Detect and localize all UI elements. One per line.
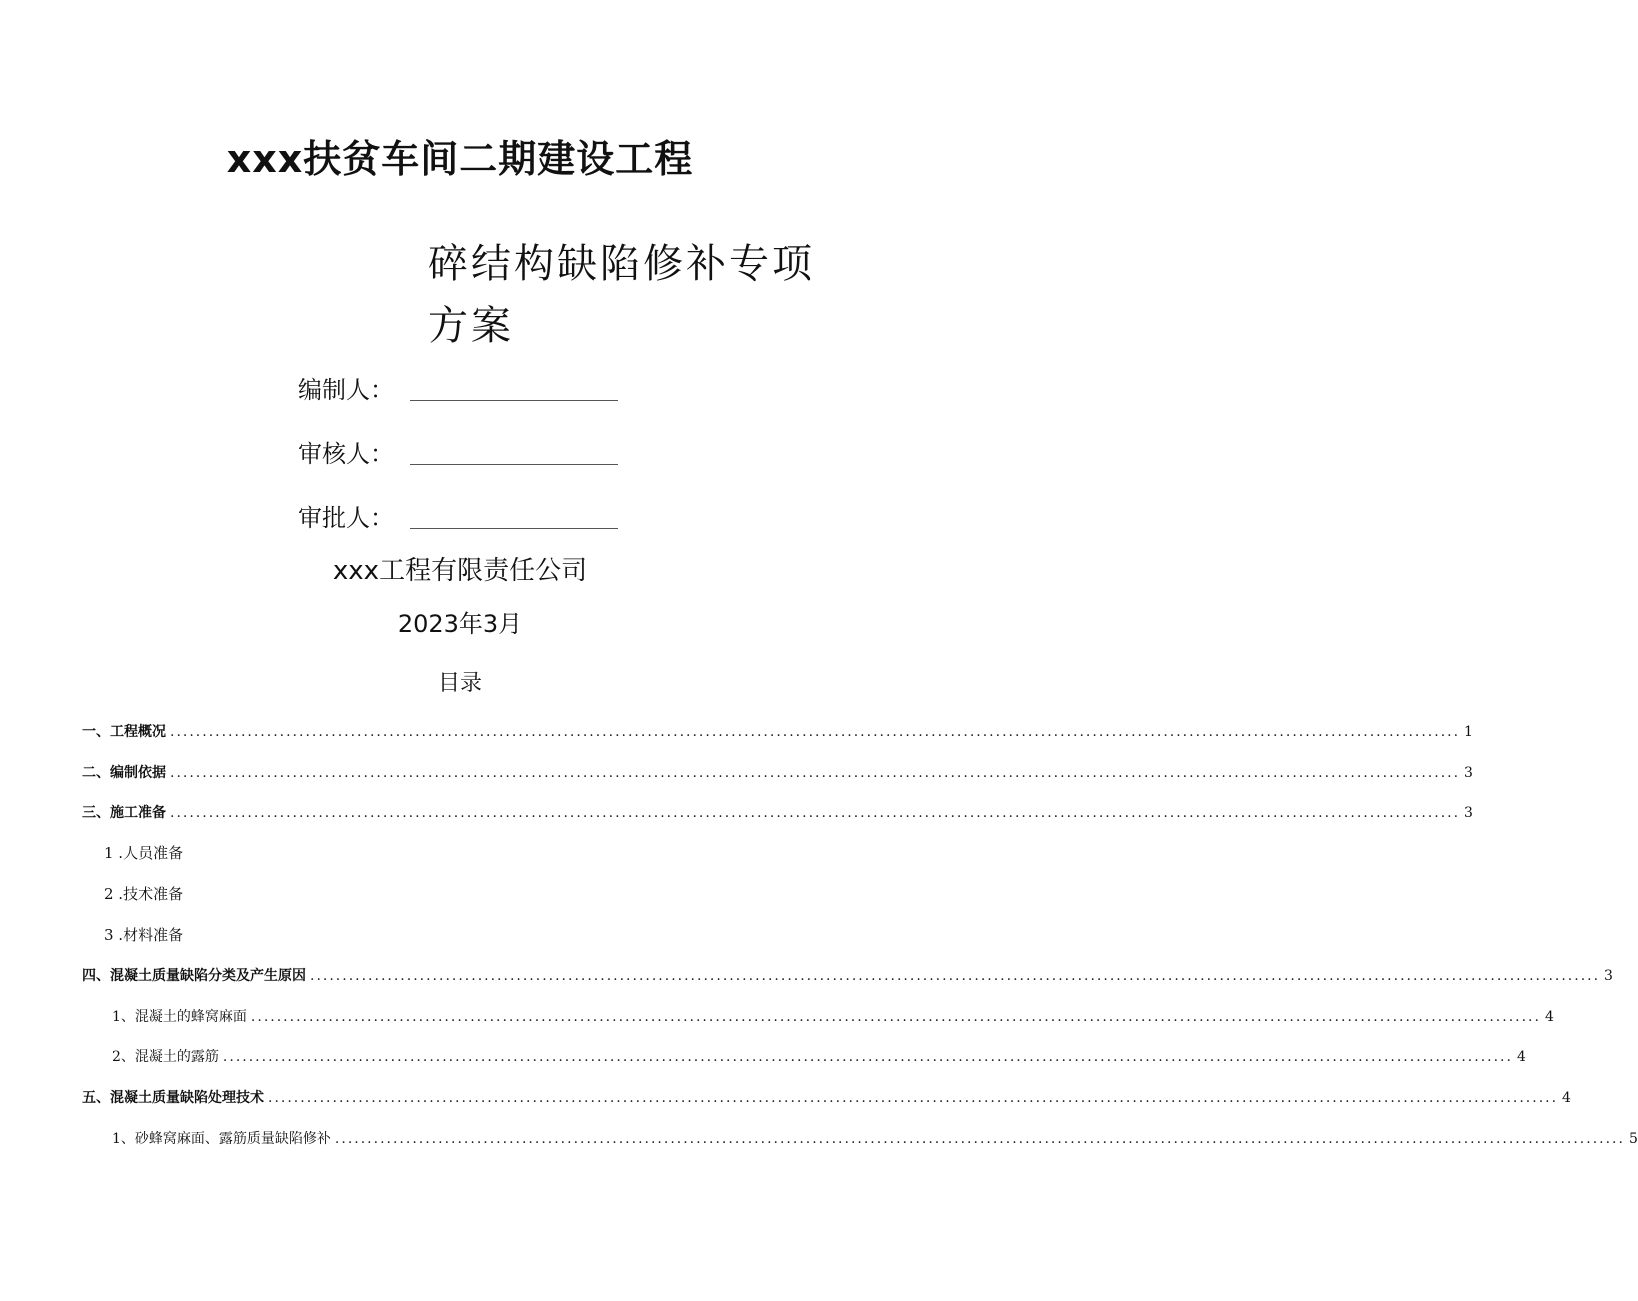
signature-line (410, 400, 618, 401)
toc-entry-page: 5 (1628, 1131, 1638, 1147)
document-title-line3: 方案 (428, 303, 514, 349)
toc-entry-label: 1、砂蜂窝麻面、露筋质量缺陷修补 (112, 1131, 331, 1147)
toc-entry[interactable] (82, 802, 1473, 824)
document-title-line2: 碎结构缺陷修补专项 (428, 241, 815, 287)
toc-entry[interactable] (112, 1128, 1638, 1150)
toc-subentry[interactable]: 1 .人员准备 (104, 844, 184, 862)
signature-label: 审批人： (298, 504, 394, 532)
signature-row-compiler (298, 370, 618, 405)
toc-entry-page: 3 (1464, 805, 1473, 821)
toc-subentry[interactable]: 2 .技术准备 (104, 885, 184, 903)
signature-label: 编制人： (298, 376, 394, 404)
toc-leader-dots: ........................................................................................................................................................................................................ (250, 1009, 1541, 1025)
signature-line (410, 464, 618, 465)
toc-entry[interactable] (82, 762, 1473, 784)
toc-leader-dots: ........................................................................................................................................................................................................ (170, 805, 1461, 821)
company-name: xxx工程有限责任公司 (332, 556, 588, 586)
toc-entry-page: 3 (1464, 765, 1473, 781)
signature-row-reviewer (298, 434, 618, 469)
toc-entry[interactable] (112, 1046, 1526, 1068)
toc-entry[interactable] (112, 1006, 1554, 1028)
toc-leader-dots: ........................................................................................................................................................................................................ (170, 724, 1461, 740)
toc-entry-page: 1 (1464, 724, 1473, 740)
toc-entry-label: 2、混凝土的露筋 (112, 1049, 219, 1065)
toc-leader-dots: ........................................................................................................................................................................................................ (222, 1049, 1513, 1065)
toc-leader-dots: ........................................................................................................................................................................................................ (310, 968, 1601, 984)
toc-entry[interactable] (82, 721, 1473, 743)
toc-leader-dots: ........................................................................................................................................................................................................ (170, 765, 1461, 781)
toc-entry-label: 三、施工准备 (82, 805, 166, 821)
toc-entry-label: 1、混凝土的蜂窝麻面 (112, 1009, 247, 1025)
signature-row-approver (298, 498, 618, 533)
toc-entry-page: 4 (1544, 1009, 1554, 1025)
toc-entry-label: 五、混凝土质量缺陷处理技术 (82, 1090, 264, 1106)
toc-entry-page: 3 (1604, 968, 1613, 984)
toc-subentry[interactable]: 3 .材料准备 (104, 926, 184, 944)
toc-entry-page: 4 (1562, 1090, 1571, 1106)
toc-entry[interactable] (82, 1087, 1571, 1109)
toc-leader-dots: ........................................................................................................................................................................................................ (334, 1131, 1625, 1147)
toc-entry[interactable] (82, 965, 1613, 987)
signature-line (410, 528, 618, 529)
toc-entry-label: 一、工程概况 (82, 724, 166, 740)
signature-label: 审核人： (298, 440, 394, 468)
document-title-line1: xxx扶贫车间二期建设工程 (226, 137, 694, 181)
toc-entry-page: 4 (1516, 1049, 1526, 1065)
toc-leader-dots: ........................................................................................................................................................................................................ (268, 1090, 1559, 1106)
document-date: 2023年3月 (397, 610, 523, 638)
toc-entry-label: 二、编制依据 (82, 765, 166, 781)
toc-entry-label: 四、混凝土质量缺陷分类及产生原因 (82, 968, 306, 984)
toc-heading: 目录 (437, 671, 482, 696)
